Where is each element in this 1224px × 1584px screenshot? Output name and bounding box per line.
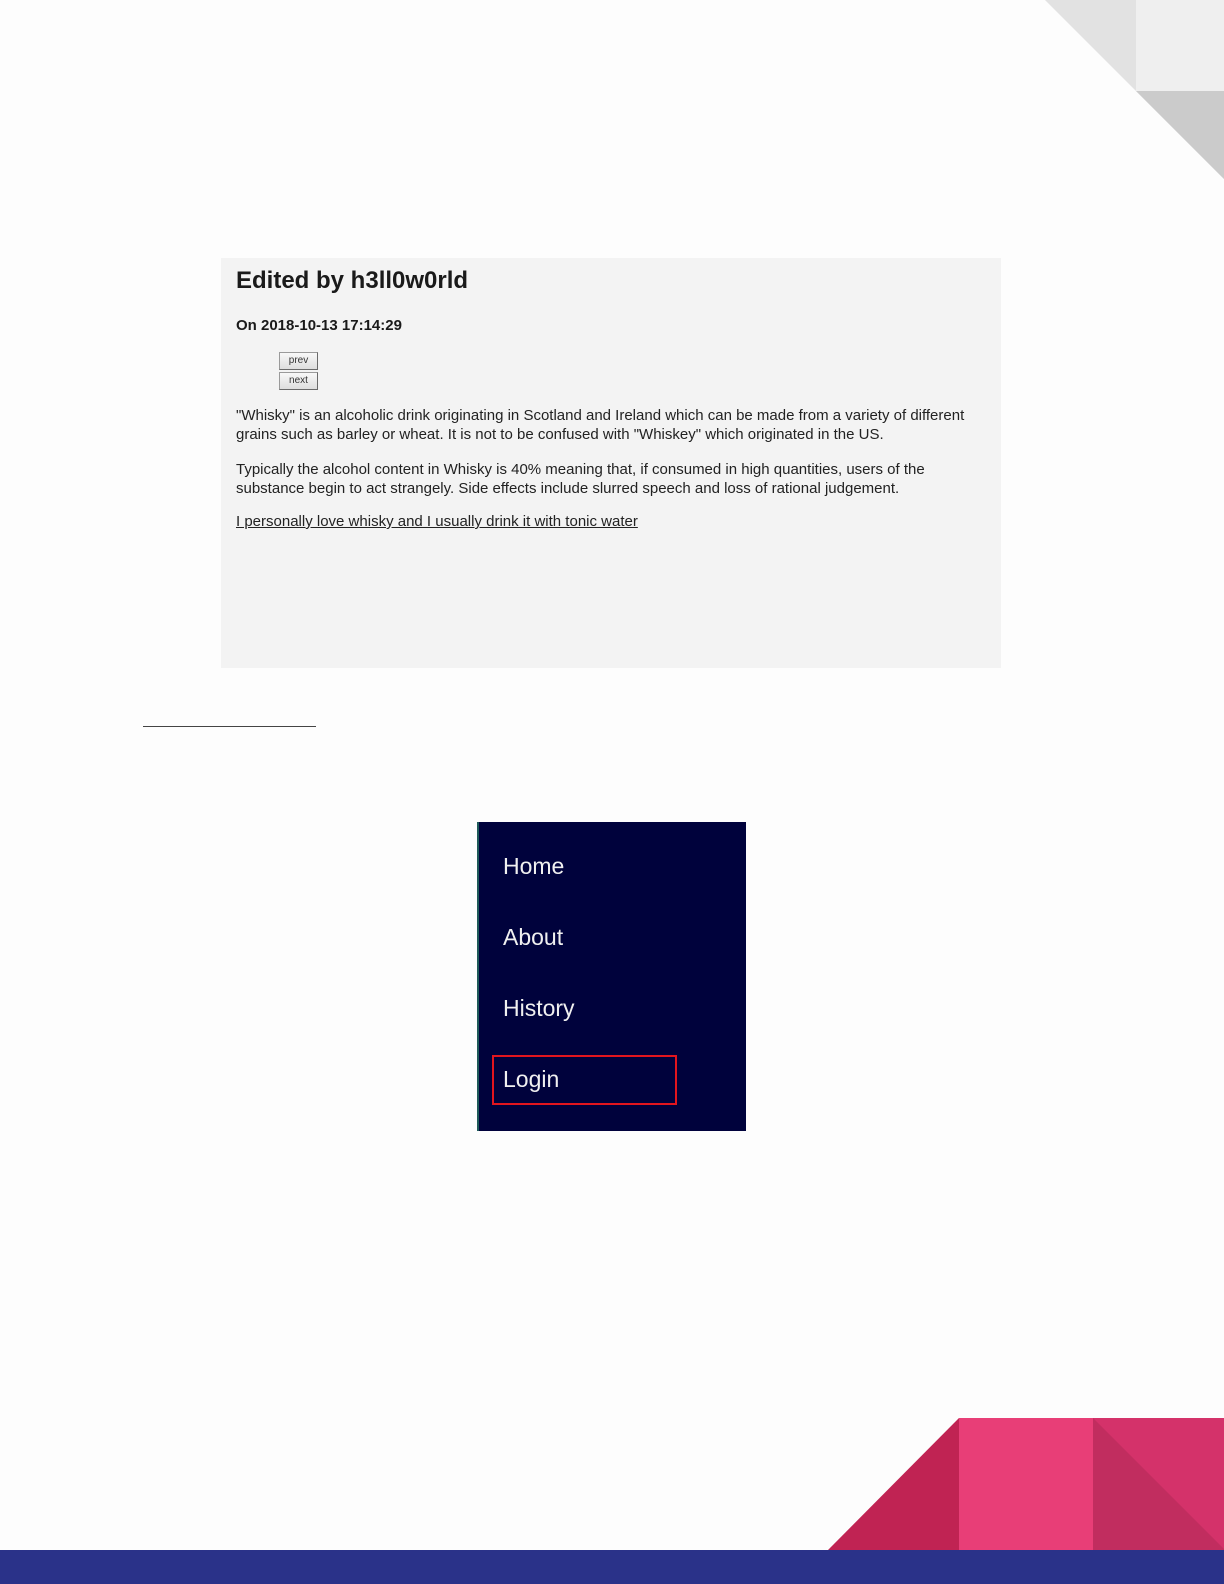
nav-item-home[interactable]: Home (503, 853, 565, 879)
prev-button[interactable]: prev (279, 352, 318, 370)
bottom-block-pink (959, 1418, 1093, 1550)
article-paragraph: Typically the alcohol content in Whisky is 40% meaning that, if consumed in high quantities, users of the substance begin to act strangely. Side effects include slurred speech and loss of rational judgement. (236, 461, 925, 497)
footnote-divider (143, 726, 316, 727)
nav-item-about[interactable]: About (503, 924, 564, 950)
pager (279, 352, 319, 390)
next-button[interactable]: next (279, 372, 318, 390)
bottom-triangle-crimson (828, 1418, 959, 1550)
nav-menu (477, 822, 746, 1131)
corner-triangle-grey (1136, 91, 1224, 179)
revision-date: On 2018-10-13 17:14:29 (236, 317, 402, 334)
login-highlight-box (492, 1055, 677, 1105)
revision-title: Edited by h3ll0w0rld (236, 267, 469, 294)
corner-square-light (1136, 0, 1224, 91)
revision-panel (221, 258, 1001, 668)
article-link[interactable]: I personally love whisky and I usually drink it with tonic water (236, 513, 638, 530)
footer-bar (0, 1550, 1224, 1584)
article-paragraph: "Whisky" is an alcoholic drink originating in Scotland and Ireland which can be made from a variety of different grains such as barley or wheat. It is not to be confused with "Whiskey" which originated in the US. (236, 407, 965, 443)
nav-item-login[interactable]: Login (503, 1066, 560, 1092)
nav-item-history[interactable]: History (503, 995, 575, 1021)
